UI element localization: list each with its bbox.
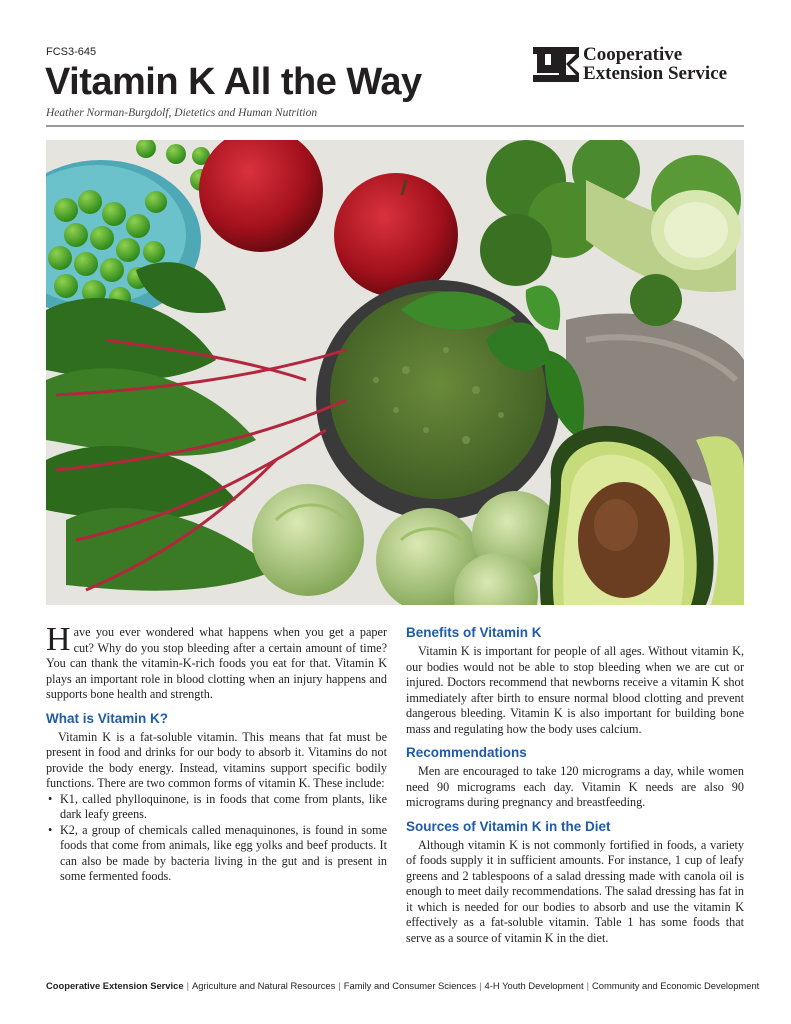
- list-item: • K1, called phylloquinone, is in foods that come from plants, like dark leafy greens.: [46, 792, 387, 823]
- author-line: Heather Norman-Burgdolf, Dietetics and Human Nutrition: [46, 107, 318, 119]
- hero-food-photo: [46, 140, 744, 605]
- footer-item: Community and Economic Development: [592, 980, 760, 991]
- heading-recommendations: Recommendations: [406, 745, 527, 760]
- intro-text: ave you ever wondered what happens when you get a paper cut? Why do you stop bleeding after a certain amount of time? You can thank the vitamin-K-rich foods you eat for that. Vitamin K plays an important role in blood clotting when an injury happens and supports bone health and strength.: [46, 625, 387, 701]
- footer-separator: |: [586, 980, 590, 991]
- logo-line-2: Extension Service: [583, 63, 728, 84]
- heading-what-is-vitamin-k: What is Vitamin K?: [46, 710, 169, 726]
- forms-list: [46, 792, 387, 885]
- extension-logo: [533, 45, 748, 83]
- heading-sources: Sources of Vitamin K in the Diet: [406, 818, 611, 834]
- what-is-paragraph: Vitamin K is a fat-soluble vitamin. This means that fat must be present in food and drinks for our body to absorb it. Vitamins do not provide the body energy. Instead, vitamins support specific bodily functions. There are two common forms of vitamin K. These include:: [46, 729, 387, 790]
- page-title: Vitamin K All the Way: [45, 61, 422, 103]
- footer-separator: |: [186, 980, 189, 991]
- footer-separator: |: [338, 980, 341, 991]
- header-divider: [46, 125, 744, 127]
- footer-org: Cooperative Extension Service: [46, 980, 184, 991]
- heading-benefits: Benefits of Vitamin K: [406, 625, 542, 640]
- drop-cap: H: [46, 621, 71, 658]
- logo-line-1: Cooperative: [583, 44, 683, 65]
- recommendations-paragraph: Men are encouraged to take 120 micrograms a day, while women need 90 micrograms each day. Vitamin K needs are also 90 micrograms during pregnancy and breastfeeding.: [406, 764, 744, 809]
- footer-separator: |: [479, 980, 482, 991]
- footer-item: Family and Consumer Sciences: [343, 980, 477, 991]
- footer-item: Agriculture and Natural Resources: [192, 980, 336, 991]
- vitamin-k-foods-illustration: [46, 140, 744, 605]
- footer-item: 4-H Youth Development: [484, 980, 584, 991]
- benefits-paragraph: Vitamin K is important for people of all ages. Without vitamin K, our bodies would not be able to stop bleeding when we are cut or injured. Doctors recommend that newborns receive a vitamin K shot immediately after birth to ensure normal blood clotting and prevent dangerous bleeding. Vitamin K is also important for building bone mass and regulating how the body uses calcium.: [406, 644, 744, 736]
- intro-paragraph: [46, 621, 387, 703]
- sources-paragraph: Although vitamin K is not commonly fortified in foods, a variety of foods supply it in sufficient amounts. For instance, 1 cup of leafy greens and 2 tablespoons of a salad dressing made with canola oil is enough to meet daily recommendations. The salad dressing has fat in it which is needed for our bodies to absorb and use the vitamin K effectively as a fat-soluble vitamin. Table 1 has some foods that serve as a source of vitamin K in the diet.: [406, 837, 744, 945]
- right-column: [406, 625, 744, 946]
- footer: [46, 980, 760, 991]
- uk-logo-icon: [533, 45, 579, 83]
- list-item: • K2, a group of chemicals called menaquinones, is found in some foods that come from animals, like egg yolks and beef products. It can also be made by bacteria living in the gut and is present in some fermented foods.: [46, 823, 387, 885]
- publication-code: FCS3-645: [46, 46, 97, 58]
- logo-text: [583, 45, 727, 83]
- left-column: [46, 621, 387, 885]
